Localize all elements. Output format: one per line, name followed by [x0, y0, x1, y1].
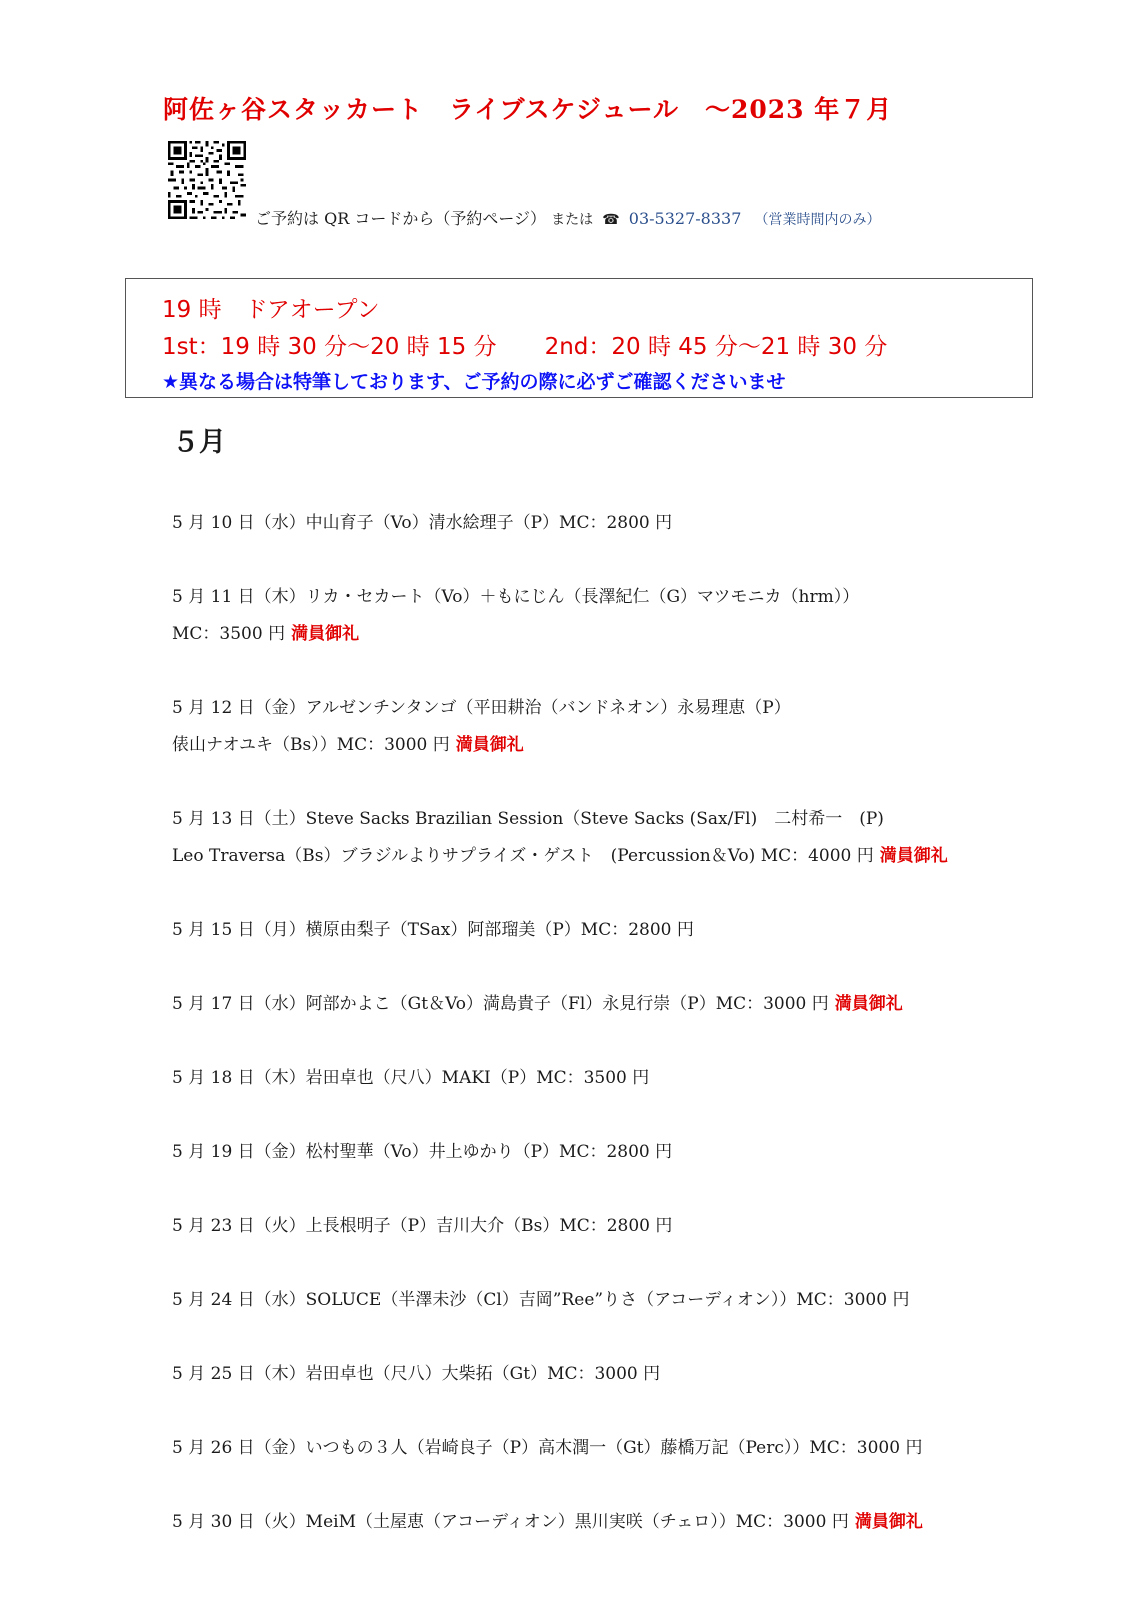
event-item — [172, 801, 1072, 912]
month-heading: ５月 — [172, 427, 226, 458]
event-spacer — [172, 1245, 1072, 1282]
event-item — [172, 505, 1072, 579]
event-line — [172, 579, 1072, 616]
event-spacer — [172, 875, 1072, 912]
event-text: 5 月 17 日（水）阿部かよこ（Gt＆Vo）満島貴子（Fl）永見行崇（P）MC：3000 円 — [172, 994, 829, 1014]
set-times — [162, 328, 887, 361]
event-line — [172, 1430, 1072, 1467]
event-spacer — [172, 653, 1072, 690]
event-text: 5 月 18 日（木）岩田卓也（尺八）MAKI（P）MC：3500 円 — [172, 1068, 650, 1088]
door-open-time: 19 時 ドアオープン — [162, 297, 380, 323]
event-line — [172, 690, 1072, 727]
event-text: 5 月 10 日（水）中山育子（Vo）清水絵理子（P）MC：2800 円 — [172, 513, 673, 533]
event-text: 5 月 26 日（金）いつもの３人（岩崎良子（P）高木潤一（Gt）藤橋万記（Perc））MC：3000 円 — [172, 1438, 923, 1458]
event-line — [172, 1134, 1072, 1171]
event-line — [172, 912, 1072, 949]
event-line — [172, 1060, 1072, 1097]
event-text: 俵山ナオユキ（Bs））MC：3000 円 — [172, 735, 450, 755]
event-text: 5 月 11 日（木）リカ・セカート（Vo）＋もにじん（長澤紀仁（G）マツモニカ（hrm）） — [172, 587, 860, 607]
soldout-badge: 満員御礼 — [854, 1512, 923, 1532]
soldout-badge: 満員御礼 — [834, 994, 903, 1014]
event-line — [172, 986, 1072, 1023]
soldout-badge: 満員御礼 — [455, 735, 524, 755]
event-list — [172, 505, 1072, 1541]
reservation-text: ご予約は QR コードから（予約ページ） — [255, 209, 547, 228]
event-item — [172, 1134, 1072, 1208]
event-item — [172, 579, 1072, 690]
event-spacer — [172, 1393, 1072, 1430]
event-item — [172, 1430, 1072, 1504]
event-line — [172, 616, 1072, 653]
event-spacer — [172, 542, 1072, 579]
event-text: MC：3500 円 — [172, 624, 286, 644]
event-text: 5 月 24 日（水）SOLUCE（半澤未沙（Cl）吉岡”Ree”りさ（アコーディオン））MC：3000 円 — [172, 1290, 910, 1310]
event-text: 5 月 23 日（火）上長根明子（P）吉川大介（Bs）MC：2800 円 — [172, 1216, 673, 1236]
event-item — [172, 1356, 1072, 1430]
event-item — [172, 986, 1072, 1060]
notice-text: ★異なる場合は特筆しております、ご予約の際に必ずご確認くださいませ — [162, 371, 786, 393]
schedule-info-box — [125, 278, 1033, 398]
event-line — [172, 1356, 1072, 1393]
soldout-badge: 満員御礼 — [291, 624, 360, 644]
event-text: 5 月 12 日（金）アルゼンチンタンゴ（平田耕治（バンドネオン）永易理恵（P） — [172, 698, 791, 718]
event-line — [172, 801, 1072, 838]
event-item — [172, 1060, 1072, 1134]
event-text: 5 月 30 日（火）MeiM（土屋恵（アコーディオン）黒川実咲（チェロ））MC：3000 円 — [172, 1512, 849, 1532]
event-spacer — [172, 1097, 1072, 1134]
event-line — [172, 505, 1072, 542]
event-line — [172, 1208, 1072, 1245]
or-text: または — [551, 212, 594, 228]
event-text: 5 月 15 日（月）横原由梨子（TSax）阿部瑠美（P）MC：2800 円 — [172, 920, 694, 940]
phone-icon: ☎ — [602, 212, 620, 228]
event-line — [172, 727, 1072, 764]
hours-note: （営業時間内のみ） — [754, 212, 881, 228]
event-item — [172, 690, 1072, 801]
event-text: 5 月 13 日（土）Steve Sacks Brazilian Session（Steve Sacks (Sax/Fl) 二村希一 (P) — [172, 809, 884, 829]
event-spacer — [172, 764, 1072, 801]
event-spacer — [172, 1171, 1072, 1208]
event-text: 5 月 25 日（木）岩田卓也（尺八）大柴拓（Gt）MC：3000 円 — [172, 1364, 661, 1384]
event-text: 5 月 19 日（金）松村聖華（Vo）井上ゆかり（P）MC：2800 円 — [172, 1142, 673, 1162]
event-spacer — [172, 949, 1072, 986]
event-item — [172, 1504, 1072, 1541]
event-item — [172, 1208, 1072, 1282]
phone-number[interactable]: 03-5327-8337 — [628, 209, 742, 228]
event-spacer — [172, 1467, 1072, 1504]
first-set-time: 1st：19 時 30 分～20 時 15 分 — [162, 334, 497, 360]
event-line — [172, 1282, 1072, 1319]
second-set-time: 2nd：20 時 45 分～21 時 30 分 — [544, 334, 888, 360]
event-item — [172, 1282, 1072, 1356]
page-title: 阿佐ヶ谷スタッカート ライブスケジュール ～2023 年７月 — [163, 95, 893, 124]
event-spacer — [172, 1319, 1072, 1356]
soldout-badge: 満員御礼 — [879, 846, 948, 866]
reservation-info — [255, 206, 880, 229]
event-spacer — [172, 1023, 1072, 1060]
event-line — [172, 1504, 1072, 1541]
event-line — [172, 838, 1072, 875]
event-text: Leo Traversa（Bs）ブラジルよりサプライズ・ゲスト (Percussion＆Vo) MC：4000 円 — [172, 846, 874, 866]
qr-code-icon[interactable] — [167, 141, 247, 219]
event-item — [172, 912, 1072, 986]
